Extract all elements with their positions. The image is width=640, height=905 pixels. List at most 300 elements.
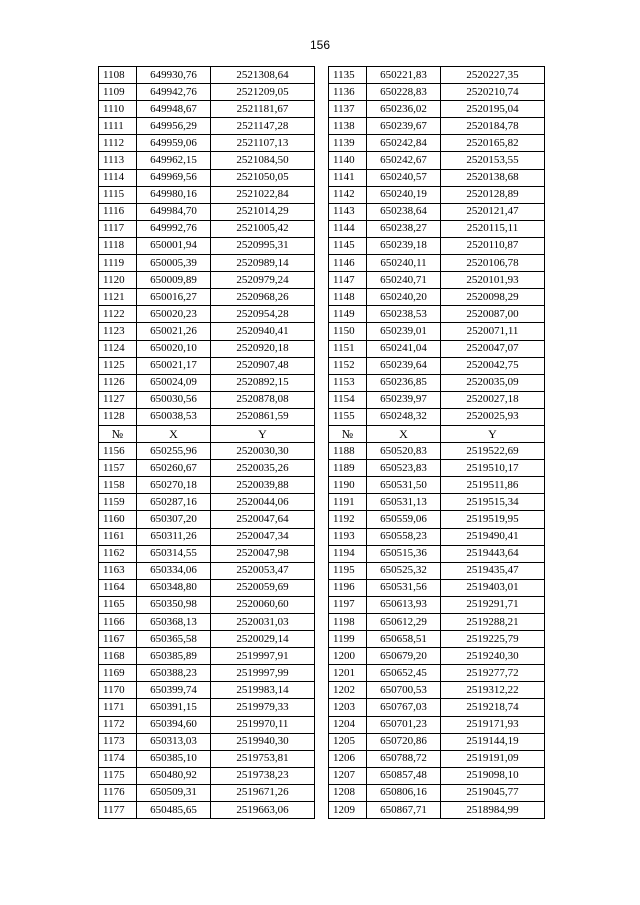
point-number-cell: 1150 — [329, 323, 367, 340]
x-coordinate-cell: 649962,15 — [137, 152, 211, 169]
y-coordinate-cell: 2520195,04 — [441, 101, 545, 118]
point-number-cell: 1152 — [329, 357, 367, 374]
point-number-cell: 1169 — [99, 665, 137, 682]
column-gap — [315, 425, 329, 442]
table-row — [99, 272, 545, 289]
x-coordinate-cell: 650021,17 — [137, 357, 211, 374]
point-number-cell: 1195 — [329, 562, 367, 579]
point-number-cell: 1198 — [329, 614, 367, 631]
x-coordinate-cell: 649959,06 — [137, 135, 211, 152]
point-number-cell: 1197 — [329, 596, 367, 613]
y-coordinate-cell: 2520138,68 — [441, 169, 545, 186]
y-coordinate-cell: 2520940,41 — [211, 323, 315, 340]
x-coordinate-cell: 650236,02 — [367, 101, 441, 118]
y-coordinate-cell: 2520044,06 — [211, 494, 315, 511]
table-row — [99, 460, 545, 477]
x-coordinate-cell: 650391,15 — [137, 699, 211, 716]
column-gap — [315, 186, 329, 203]
point-number-cell: 1118 — [99, 237, 137, 254]
x-coordinate-cell: 650242,84 — [367, 135, 441, 152]
table-header-row — [99, 425, 545, 442]
column-gap — [315, 272, 329, 289]
y-coordinate-cell: 2520995,31 — [211, 237, 315, 254]
x-coordinate-cell: 650385,10 — [137, 750, 211, 767]
point-number-cell: 1110 — [99, 101, 137, 118]
x-coordinate-cell: 650221,83 — [367, 67, 441, 84]
column-gap — [315, 135, 329, 152]
y-coordinate-cell: 2520087,00 — [441, 306, 545, 323]
point-number-cell: 1111 — [99, 118, 137, 135]
y-coordinate-cell: 2520027,18 — [441, 391, 545, 408]
point-number-cell: 1122 — [99, 306, 137, 323]
y-coordinate-cell: 2519171,93 — [441, 716, 545, 733]
x-coordinate-cell: 650030,56 — [137, 391, 211, 408]
point-number-cell: 1144 — [329, 220, 367, 237]
x-coordinate-cell: 650720,86 — [367, 733, 441, 750]
column-gap — [315, 306, 329, 323]
x-coordinate-cell: 650311,26 — [137, 528, 211, 545]
point-number-cell: 1172 — [99, 716, 137, 733]
x-coordinate-cell: 650238,27 — [367, 220, 441, 237]
point-number-cell: 1205 — [329, 733, 367, 750]
point-number-cell: 1124 — [99, 340, 137, 357]
point-number-cell: 1147 — [329, 272, 367, 289]
y-coordinate-cell: 2519997,91 — [211, 648, 315, 665]
x-coordinate-cell: 650020,10 — [137, 340, 211, 357]
column-gap — [315, 733, 329, 750]
y-coordinate-cell: 2520989,14 — [211, 255, 315, 272]
point-number-cell: 1143 — [329, 203, 367, 220]
x-coordinate-cell: 649930,76 — [137, 67, 211, 84]
y-coordinate-cell: 2520210,74 — [441, 84, 545, 101]
x-coordinate-cell: 650239,01 — [367, 323, 441, 340]
y-coordinate-cell: 2520029,14 — [211, 631, 315, 648]
y-coordinate-cell: 2520060,60 — [211, 596, 315, 613]
x-coordinate-cell: 650238,53 — [367, 306, 441, 323]
point-number-cell: 1140 — [329, 152, 367, 169]
x-coordinate-cell: 650388,23 — [137, 665, 211, 682]
x-coordinate-cell: 650399,74 — [137, 682, 211, 699]
table-row — [99, 220, 545, 237]
column-gap — [315, 699, 329, 716]
table-row — [99, 648, 545, 665]
y-coordinate-cell: 2520920,18 — [211, 340, 315, 357]
column-gap — [315, 665, 329, 682]
table-row — [99, 596, 545, 613]
point-number-cell: 1108 — [99, 67, 137, 84]
point-number-cell: 1127 — [99, 391, 137, 408]
table-row — [99, 477, 545, 494]
point-number-cell: 1136 — [329, 84, 367, 101]
x-coordinate-cell: 650239,67 — [367, 118, 441, 135]
table-row — [99, 306, 545, 323]
x-coordinate-cell: 650038,53 — [137, 408, 211, 425]
point-number-cell: 1160 — [99, 511, 137, 528]
point-number-cell: 1155 — [329, 408, 367, 425]
point-number-cell: 1175 — [99, 767, 137, 784]
header-section — [99, 425, 545, 442]
point-number-cell: 1114 — [99, 169, 137, 186]
point-number-cell: 1177 — [99, 802, 137, 819]
y-coordinate-cell: 2519403,01 — [441, 579, 545, 596]
column-gap — [315, 289, 329, 306]
y-coordinate-cell: 2519983,14 — [211, 682, 315, 699]
table-row — [99, 237, 545, 254]
y-coordinate-cell: 2520954,28 — [211, 306, 315, 323]
table-row — [99, 203, 545, 220]
x-coordinate-cell: 650242,67 — [367, 152, 441, 169]
column-gap — [315, 494, 329, 511]
x-coordinate-cell: 650700,53 — [367, 682, 441, 699]
x-coordinate-cell: 650525,32 — [367, 562, 441, 579]
y-coordinate-cell: 2520098,29 — [441, 289, 545, 306]
column-gap — [315, 614, 329, 631]
column-gap — [315, 152, 329, 169]
point-number-cell: 1159 — [99, 494, 137, 511]
point-number-cell: 1161 — [99, 528, 137, 545]
table-row — [99, 665, 545, 682]
y-coordinate-cell: 2521005,42 — [211, 220, 315, 237]
column-gap — [315, 374, 329, 391]
x-coordinate-cell: 650531,56 — [367, 579, 441, 596]
x-coordinate-cell: 650515,36 — [367, 545, 441, 562]
x-coordinate-cell: 650228,83 — [367, 84, 441, 101]
table-row — [99, 340, 545, 357]
column-gap — [315, 528, 329, 545]
y-coordinate-cell: 2519144,19 — [441, 733, 545, 750]
y-coordinate-cell: 2521022,84 — [211, 186, 315, 203]
table-row — [99, 545, 545, 562]
x-coordinate-cell: 650394,60 — [137, 716, 211, 733]
column-gap — [315, 408, 329, 425]
table-row — [99, 699, 545, 716]
x-coordinate-cell: 650240,19 — [367, 186, 441, 203]
point-number-cell: 1166 — [99, 614, 137, 631]
point-number-cell: 1137 — [329, 101, 367, 118]
x-coordinate-cell: 650287,16 — [137, 494, 211, 511]
point-number-cell: 1139 — [329, 135, 367, 152]
table-row — [99, 716, 545, 733]
point-number-cell: 1190 — [329, 477, 367, 494]
point-number-cell: 1138 — [329, 118, 367, 135]
column-gap — [315, 169, 329, 186]
y-coordinate-cell: 2520059,69 — [211, 579, 315, 596]
point-number-cell: 1167 — [99, 631, 137, 648]
y-coordinate-cell: 2519940,30 — [211, 733, 315, 750]
y-coordinate-cell: 2519753,81 — [211, 750, 315, 767]
table-row — [99, 767, 545, 784]
table-row — [99, 408, 545, 425]
point-number-cell: 1153 — [329, 374, 367, 391]
point-number-cell: 1123 — [99, 323, 137, 340]
y-coordinate-cell: 2520184,78 — [441, 118, 545, 135]
y-coordinate-cell: 2520030,30 — [211, 443, 315, 460]
y-coordinate-cell: 2520047,64 — [211, 511, 315, 528]
point-number-cell: 1196 — [329, 579, 367, 596]
point-number-cell: 1135 — [329, 67, 367, 84]
table-row — [99, 152, 545, 169]
y-coordinate-cell: 2520110,87 — [441, 237, 545, 254]
x-coordinate-cell: 650238,64 — [367, 203, 441, 220]
y-coordinate-cell: 2521084,50 — [211, 152, 315, 169]
point-number-cell: 1199 — [329, 631, 367, 648]
y-coordinate-cell: 2520025,93 — [441, 408, 545, 425]
column-gap — [315, 477, 329, 494]
column-gap — [315, 340, 329, 357]
y-coordinate-cell: 2519277,72 — [441, 665, 545, 682]
y-coordinate-cell: 2519225,79 — [441, 631, 545, 648]
table-row — [99, 374, 545, 391]
y-coordinate-cell: 2519288,21 — [441, 614, 545, 631]
column-gap — [315, 203, 329, 220]
point-number-cell: 1154 — [329, 391, 367, 408]
point-number-cell: 1203 — [329, 699, 367, 716]
point-number-cell: 1117 — [99, 220, 137, 237]
column-gap — [315, 84, 329, 101]
y-coordinate-cell: 2521181,67 — [211, 101, 315, 118]
point-number-cell: 1146 — [329, 255, 367, 272]
y-coordinate-cell: 2519240,30 — [441, 648, 545, 665]
table-row — [99, 118, 545, 135]
y-coordinate-cell: 2520892,15 — [211, 374, 315, 391]
table-row — [99, 186, 545, 203]
header-num: № — [99, 425, 137, 442]
y-coordinate-cell: 2520071,11 — [441, 323, 545, 340]
x-coordinate-cell: 650009,89 — [137, 272, 211, 289]
point-number-cell: 1115 — [99, 186, 137, 203]
coordinates-table — [98, 66, 545, 819]
y-coordinate-cell: 2519435,47 — [441, 562, 545, 579]
table-row — [99, 255, 545, 272]
x-coordinate-cell: 650239,97 — [367, 391, 441, 408]
point-number-cell: 1109 — [99, 84, 137, 101]
table-row — [99, 84, 545, 101]
point-number-cell: 1145 — [329, 237, 367, 254]
point-number-cell: 1162 — [99, 545, 137, 562]
x-coordinate-cell: 650240,71 — [367, 272, 441, 289]
x-coordinate-cell: 649956,29 — [137, 118, 211, 135]
point-number-cell: 1173 — [99, 733, 137, 750]
point-number-cell: 1209 — [329, 802, 367, 819]
point-number-cell: 1156 — [99, 443, 137, 460]
table-row — [99, 101, 545, 118]
y-coordinate-cell: 2520165,82 — [441, 135, 545, 152]
x-coordinate-cell: 650523,83 — [367, 460, 441, 477]
point-number-cell: 1189 — [329, 460, 367, 477]
top-section — [99, 67, 545, 426]
y-coordinate-cell: 2519045,77 — [441, 784, 545, 801]
x-coordinate-cell: 650531,50 — [367, 477, 441, 494]
y-coordinate-cell: 2519663,06 — [211, 802, 315, 819]
y-coordinate-cell: 2520861,59 — [211, 408, 315, 425]
column-gap — [315, 767, 329, 784]
table-row — [99, 135, 545, 152]
column-gap — [315, 237, 329, 254]
point-number-cell: 1128 — [99, 408, 137, 425]
point-number-cell: 1113 — [99, 152, 137, 169]
table-row — [99, 391, 545, 408]
y-coordinate-cell: 2519312,22 — [441, 682, 545, 699]
y-coordinate-cell: 2519522,69 — [441, 443, 545, 460]
y-coordinate-cell: 2520101,93 — [441, 272, 545, 289]
x-coordinate-cell: 650240,11 — [367, 255, 441, 272]
y-coordinate-cell: 2519098,10 — [441, 767, 545, 784]
point-number-cell: 1171 — [99, 699, 137, 716]
x-coordinate-cell: 650658,51 — [367, 631, 441, 648]
column-gap — [315, 596, 329, 613]
x-coordinate-cell: 650236,85 — [367, 374, 441, 391]
x-coordinate-cell: 649969,56 — [137, 169, 211, 186]
y-coordinate-cell: 2518984,99 — [441, 802, 545, 819]
y-coordinate-cell: 2520035,09 — [441, 374, 545, 391]
y-coordinate-cell: 2521308,64 — [211, 67, 315, 84]
point-number-cell: 1142 — [329, 186, 367, 203]
x-coordinate-cell: 650558,23 — [367, 528, 441, 545]
x-coordinate-cell: 650240,57 — [367, 169, 441, 186]
y-coordinate-cell: 2520979,24 — [211, 272, 315, 289]
point-number-cell: 1168 — [99, 648, 137, 665]
x-coordinate-cell: 650001,94 — [137, 237, 211, 254]
y-coordinate-cell: 2521014,29 — [211, 203, 315, 220]
x-coordinate-cell: 650239,18 — [367, 237, 441, 254]
x-coordinate-cell: 650509,31 — [137, 784, 211, 801]
x-coordinate-cell: 649980,16 — [137, 186, 211, 203]
x-coordinate-cell: 650520,83 — [367, 443, 441, 460]
point-number-cell: 1207 — [329, 767, 367, 784]
header-x: X — [367, 425, 441, 442]
y-coordinate-cell: 2521147,28 — [211, 118, 315, 135]
x-coordinate-cell: 650485,65 — [137, 802, 211, 819]
x-coordinate-cell: 650350,98 — [137, 596, 211, 613]
x-coordinate-cell: 650788,72 — [367, 750, 441, 767]
header-x: X — [137, 425, 211, 442]
table-row — [99, 528, 545, 545]
point-number-cell: 1208 — [329, 784, 367, 801]
y-coordinate-cell: 2520047,98 — [211, 545, 315, 562]
page-number: 156 — [309, 38, 331, 52]
point-number-cell: 1125 — [99, 357, 137, 374]
y-coordinate-cell: 2519979,33 — [211, 699, 315, 716]
column-gap — [315, 220, 329, 237]
y-coordinate-cell: 2520115,11 — [441, 220, 545, 237]
point-number-cell: 1119 — [99, 255, 137, 272]
x-coordinate-cell: 650016,27 — [137, 289, 211, 306]
point-number-cell: 1202 — [329, 682, 367, 699]
x-coordinate-cell: 650612,29 — [367, 614, 441, 631]
y-coordinate-cell: 2519519,95 — [441, 511, 545, 528]
column-gap — [315, 631, 329, 648]
y-coordinate-cell: 2520047,07 — [441, 340, 545, 357]
column-gap — [315, 750, 329, 767]
x-coordinate-cell: 650368,13 — [137, 614, 211, 631]
x-coordinate-cell: 650701,23 — [367, 716, 441, 733]
x-coordinate-cell: 650021,26 — [137, 323, 211, 340]
x-coordinate-cell: 650767,03 — [367, 699, 441, 716]
column-gap — [315, 101, 329, 118]
y-coordinate-cell: 2520907,48 — [211, 357, 315, 374]
y-coordinate-cell: 2520878,08 — [211, 391, 315, 408]
point-number-cell: 1148 — [329, 289, 367, 306]
table-row — [99, 682, 545, 699]
x-coordinate-cell: 649948,67 — [137, 101, 211, 118]
point-number-cell: 1194 — [329, 545, 367, 562]
point-number-cell: 1163 — [99, 562, 137, 579]
x-coordinate-cell: 650313,03 — [137, 733, 211, 750]
table-row — [99, 631, 545, 648]
point-number-cell: 1126 — [99, 374, 137, 391]
point-number-cell: 1204 — [329, 716, 367, 733]
column-gap — [315, 255, 329, 272]
table-row — [99, 67, 545, 84]
x-coordinate-cell: 649992,76 — [137, 220, 211, 237]
column-gap — [315, 802, 329, 819]
x-coordinate-cell: 650260,67 — [137, 460, 211, 477]
x-coordinate-cell: 650307,20 — [137, 511, 211, 528]
y-coordinate-cell: 2520128,89 — [441, 186, 545, 203]
x-coordinate-cell: 649984,70 — [137, 203, 211, 220]
x-coordinate-cell: 650806,16 — [367, 784, 441, 801]
header-y: Y — [211, 425, 315, 442]
y-coordinate-cell: 2521050,05 — [211, 169, 315, 186]
table-row — [99, 750, 545, 767]
column-gap — [315, 784, 329, 801]
y-coordinate-cell: 2520153,55 — [441, 152, 545, 169]
y-coordinate-cell: 2521107,13 — [211, 135, 315, 152]
x-coordinate-cell: 650020,23 — [137, 306, 211, 323]
y-coordinate-cell: 2520121,47 — [441, 203, 545, 220]
table-row — [99, 802, 545, 819]
point-number-cell: 1158 — [99, 477, 137, 494]
y-coordinate-cell: 2519510,17 — [441, 460, 545, 477]
x-coordinate-cell: 650531,13 — [367, 494, 441, 511]
x-coordinate-cell: 650480,92 — [137, 767, 211, 784]
column-gap — [315, 443, 329, 460]
column-gap — [315, 562, 329, 579]
point-number-cell: 1120 — [99, 272, 137, 289]
point-number-cell: 1174 — [99, 750, 137, 767]
column-gap — [315, 545, 329, 562]
y-coordinate-cell: 2520039,88 — [211, 477, 315, 494]
y-coordinate-cell: 2520031,03 — [211, 614, 315, 631]
x-coordinate-cell: 650270,18 — [137, 477, 211, 494]
y-coordinate-cell: 2520042,75 — [441, 357, 545, 374]
y-coordinate-cell: 2520968,26 — [211, 289, 315, 306]
table-row — [99, 562, 545, 579]
column-gap — [315, 460, 329, 477]
x-coordinate-cell: 650613,93 — [367, 596, 441, 613]
column-gap — [315, 67, 329, 84]
table-row — [99, 579, 545, 596]
y-coordinate-cell: 2520106,78 — [441, 255, 545, 272]
y-coordinate-cell: 2520053,47 — [211, 562, 315, 579]
column-gap — [315, 579, 329, 596]
x-coordinate-cell: 650239,64 — [367, 357, 441, 374]
point-number-cell: 1201 — [329, 665, 367, 682]
column-gap — [315, 648, 329, 665]
bottom-section — [99, 443, 545, 819]
table-row — [99, 784, 545, 801]
x-coordinate-cell: 650348,80 — [137, 579, 211, 596]
x-coordinate-cell: 650024,09 — [137, 374, 211, 391]
table-row — [99, 733, 545, 750]
table-row — [99, 614, 545, 631]
x-coordinate-cell: 650559,06 — [367, 511, 441, 528]
y-coordinate-cell: 2520047,34 — [211, 528, 315, 545]
table-row — [99, 289, 545, 306]
table-row — [99, 323, 545, 340]
y-coordinate-cell: 2520035,26 — [211, 460, 315, 477]
point-number-cell: 1151 — [329, 340, 367, 357]
